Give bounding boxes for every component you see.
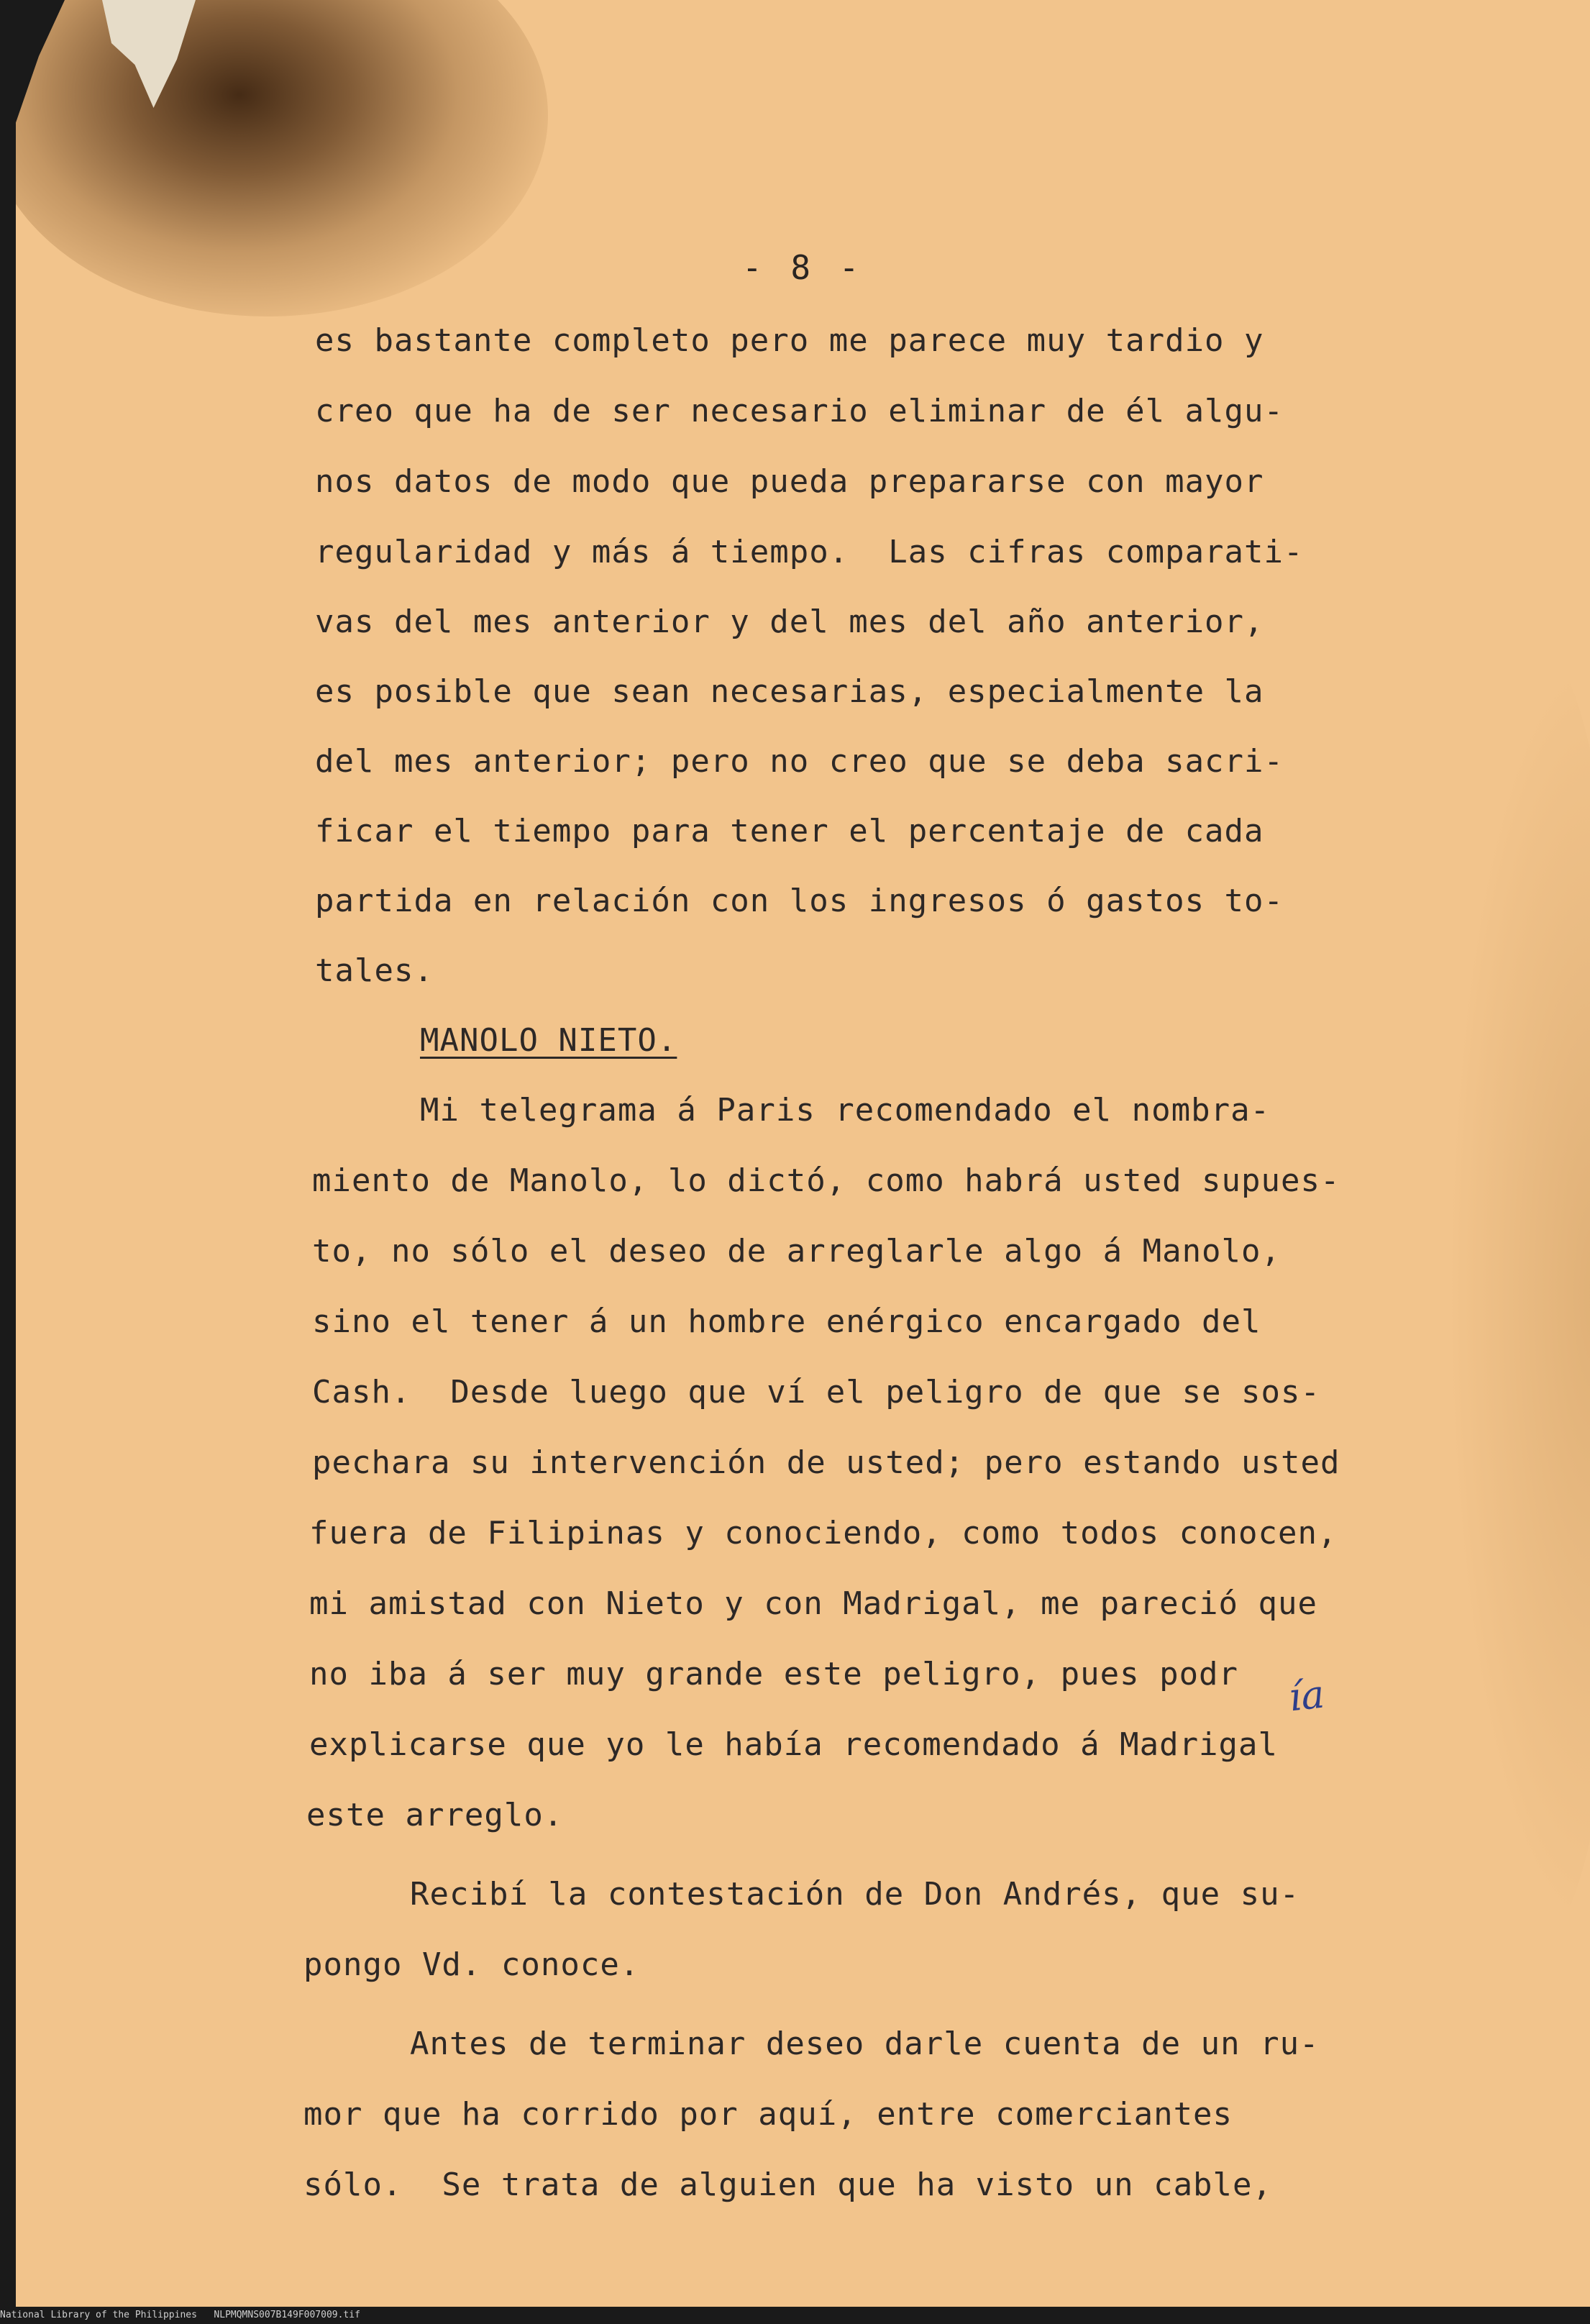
text-line: del mes anterior; pero no creo que se deba sacri- — [315, 743, 1284, 780]
text-line: pongo Vd. conoce. — [303, 1946, 640, 1983]
footer-filename: NLPMQMNS007B149F007009.tif — [214, 2310, 360, 2320]
text-line: es posible que sean necesarias, especialmente la — [315, 673, 1264, 710]
text-line: Mi telegrama á Paris recomendado el nombra- — [420, 1092, 1271, 1129]
scan-footer — [0, 2307, 1590, 2324]
text-line: no iba á ser muy grande este peligro, pues podr — [309, 1656, 1239, 1692]
text-line: pechara su intervención de usted; pero estando usted — [312, 1444, 1340, 1481]
text-line: vas del mes anterior y del mes del año anterior, — [315, 603, 1264, 640]
text-line: mi amistad con Nieto y con Madrigal, me pareció que — [309, 1585, 1318, 1622]
page-number: - 8 - — [742, 248, 864, 287]
text-line: fuera de Filipinas y conociendo, como todos conocen, — [309, 1515, 1338, 1551]
text-line: sólo. Se trata de alguien que ha visto un cable, — [303, 2166, 1273, 2203]
text-line: Recibí la contestación de Don Andrés, que su- — [410, 1876, 1300, 1913]
text-line: mor que ha corrido por aquí, entre comerciantes — [303, 2096, 1233, 2133]
text-line: regularidad y más á tiempo. Las cifras comparati- — [315, 534, 1304, 570]
document-page — [16, 0, 1590, 2324]
text-line: es bastante completo pero me parece muy tardio y — [315, 322, 1264, 359]
text-line: Cash. Desde luego que ví el peligro de que se sos- — [312, 1374, 1321, 1411]
text-line: explicarse que yo le había recomendado á Madrigal — [309, 1726, 1279, 1763]
text-line: tales. — [315, 952, 434, 989]
text-line: sino el tener á un hombre enérgico encargado del — [312, 1303, 1261, 1340]
handwritten-correction: ía — [1286, 1671, 1327, 1721]
footer-institution: National Library of the Philippines — [0, 2310, 197, 2320]
text-line: to, no sólo el deseo de arreglarle algo á Manolo, — [312, 1233, 1281, 1270]
text-line: ficar el tiempo para tener el percentaje de cada — [315, 813, 1264, 849]
typed-letter-body — [16, 0, 1590, 2324]
text-line: miento de Manolo, lo dictó, como habrá usted supues- — [312, 1162, 1340, 1199]
text-line: partida en relación con los ingresos ó gastos to- — [315, 883, 1284, 919]
text-line: este arreglo. — [306, 1797, 564, 1833]
text-line: creo que ha de ser necesario eliminar de él algu- — [315, 393, 1284, 429]
text-line: nos datos de modo que pueda prepararse con mayor — [315, 463, 1264, 500]
section-heading: MANOLO NIETO. — [420, 1022, 677, 1059]
text-line: Antes de terminar deseo darle cuenta de un ru- — [410, 2025, 1320, 2062]
